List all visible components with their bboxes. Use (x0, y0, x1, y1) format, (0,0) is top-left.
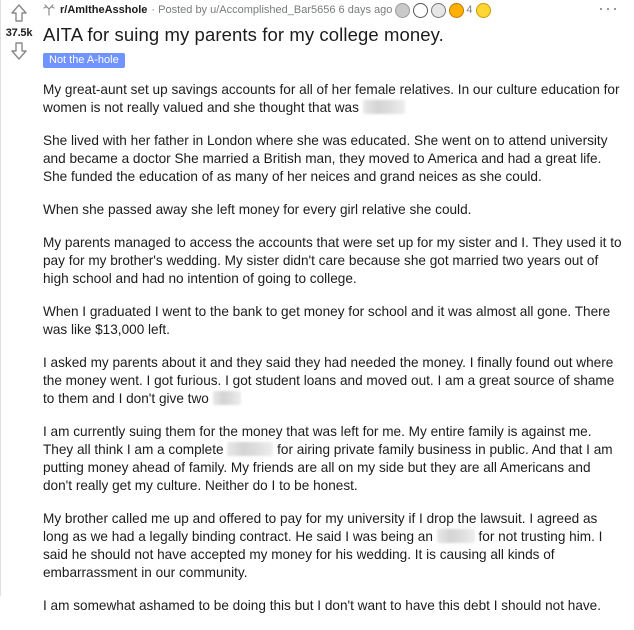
paragraph: I am somewhat ashamed to be doing this but I don't want to have this debt I should not have. (43, 598, 602, 613)
award-face-icon[interactable] (413, 3, 428, 18)
more-options-icon[interactable]: ··· (598, 0, 619, 18)
paragraph (43, 423, 623, 495)
paragraph-text: My great-aunt set up savings accounts for all of her female relatives. In our culture education for women is not really valued and she thought that was (43, 82, 620, 115)
paragraph-text: for not trusting him. I said he should not have accepted my money for his wedding. It is causing all kinds of embarrassment in our community. (43, 529, 603, 580)
award-count: 4 (466, 4, 473, 16)
paragraph: When I graduated I went to the bank to get money for school and it was almost all gone. There was like $13,000 left. (43, 304, 611, 337)
post-flair[interactable]: Not the A-hole (43, 53, 125, 68)
upvote-arrow-icon[interactable] (11, 4, 27, 22)
redaction-blur (227, 442, 273, 456)
award-silver-icon[interactable] (395, 3, 410, 18)
paragraph (43, 81, 623, 117)
award-gold-icon[interactable] (449, 3, 464, 18)
paragraph: My parents managed to access the accounts that were set up for my sister and I. They used it to pay for my brother's wedding. My sister didn't care because she got married two years out of high school and had no intention of going to college. (43, 235, 622, 286)
redaction-blur (437, 529, 475, 543)
award-s-icon[interactable] (431, 3, 446, 18)
paragraph-text: My brother called me up and offered to pay for my university if I drop the lawsuit. I agreed as long as we had a legally binding contract. He said I was being an (43, 511, 598, 544)
paragraph: When she passed away she left money for every girl relative she could. (43, 202, 472, 217)
redaction-blur (213, 391, 241, 405)
paragraph (43, 354, 623, 408)
subreddit-link[interactable]: r/AmItheAsshole (60, 4, 148, 16)
downvote-arrow-icon[interactable] (11, 42, 27, 60)
subreddit-icon (43, 4, 55, 16)
posted-by[interactable]: · Posted by u/Accomplished_Bar5656 6 days ago (151, 4, 393, 16)
post-title[interactable]: AITA for suing my parents for my college money. (43, 24, 444, 45)
paragraph-text: I am currently suing them for the money that was left for me. My entire family is against me. They all think I am a complete (43, 424, 592, 457)
vote-column (1, 0, 37, 60)
vote-score: 37.5k (5, 27, 33, 39)
redaction-blur (363, 100, 405, 114)
paragraph: She lived with her father in London where she was educated. She went on to attend university and became a doctor She married a British man, they moved to America and had a great life. She funded the education of as many of her neices and grand neices as she could. (43, 133, 608, 184)
paragraph (43, 510, 623, 582)
paragraph-text: I asked my parents about it and they said they had needed the money. I finally found out where the money went. I got furious. I got student loans and moved out. I am a great source of shame to them and I don't give two (43, 355, 615, 406)
award-smile-icon[interactable] (476, 3, 491, 18)
post-body (43, 81, 623, 615)
paragraph-text: for airing private family business in public. And that I am putting money ahead of family. My friends are all on my side but they are all Americans and don't really get my culture. Neither do I to be honest. (43, 442, 613, 493)
post-container (43, 0, 623, 630)
post-meta (43, 0, 623, 20)
